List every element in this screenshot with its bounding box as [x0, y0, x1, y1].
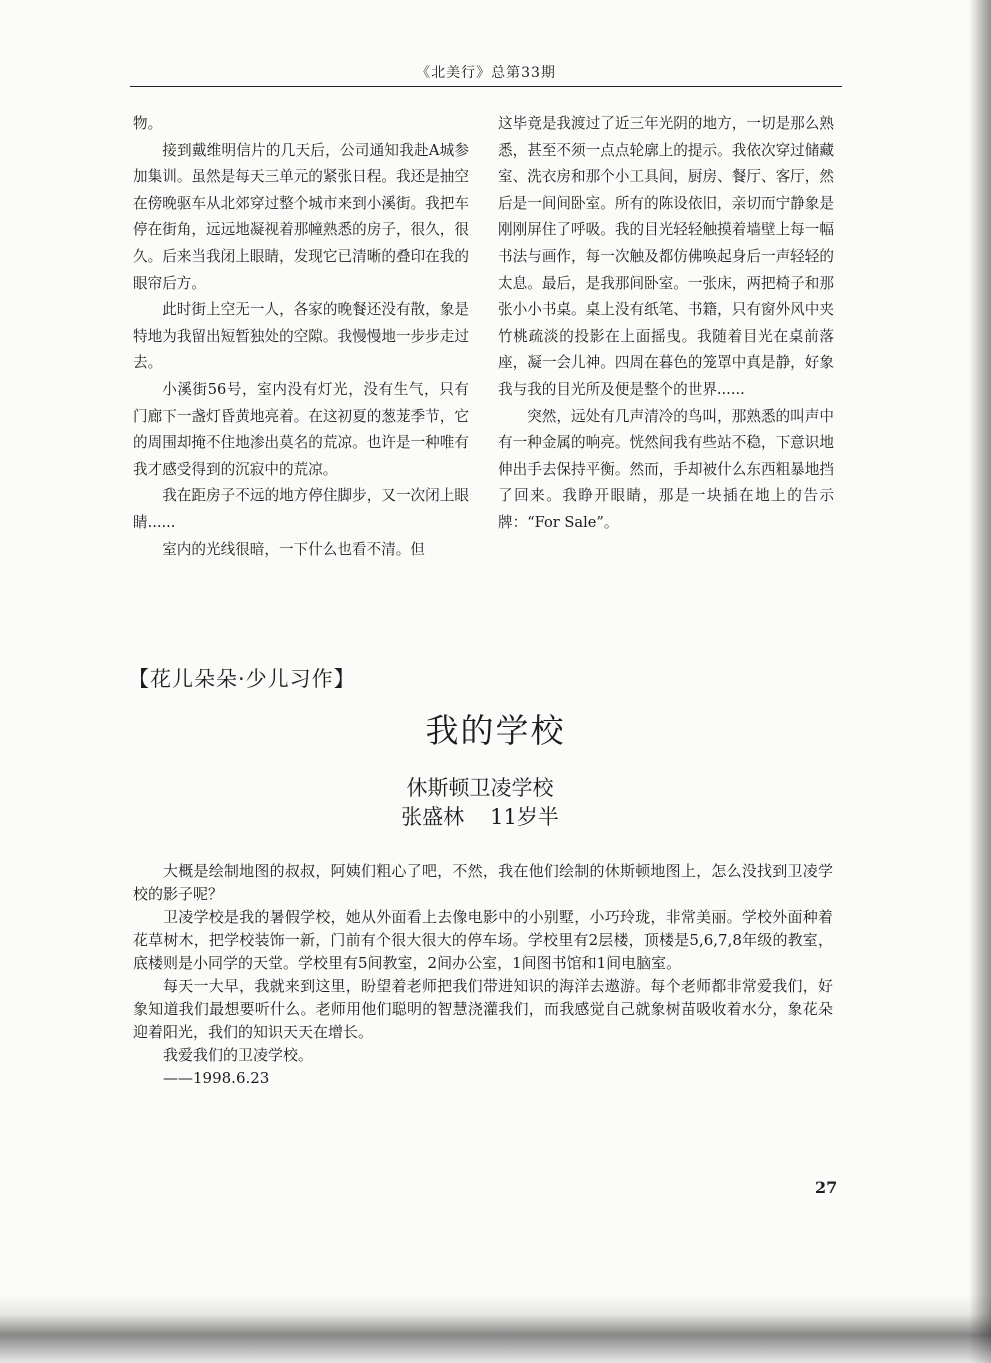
article-title: 我的学校: [425, 711, 566, 750]
scan-edge-shadow: [969, 0, 991, 1363]
school-name: 休斯顿卫凌学校: [406, 776, 554, 800]
left-column: [133, 111, 469, 563]
running-header: 《北美行》总第33期: [416, 65, 556, 81]
paragraph: 卫凌学校是我的暑假学校，她从外面看上去像电影中的小别墅，小巧玲珑，非常美丽。学校外面种着花草树木，把学校装饰一新，门前有个很大很大的停车场。学校里有2层楼，顶楼是5,6,7,8年级的教室，底楼则是小同学的天堂。学校里有5间教室，2间办公室，1间图书馆和1间电脑室。: [133, 908, 833, 972]
author-age: 11岁半: [490, 805, 559, 829]
paragraph: 物。: [133, 115, 163, 132]
paragraph: 每天一大早，我就来到这里，盼望着老师把我们带进知识的海洋去遨游。每个老师都非常爱我们，好象知道我们最想要听什么。老师用他们聪明的智慧浇灌我们，而我感觉自己就象树苗吸收着水分，象花朵迎着阳光，我们的知识天天在增长。: [133, 977, 833, 1041]
essay-body: [133, 860, 833, 1090]
paragraph: 小溪街56号，室内没有灯光，没有生气，只有门廊下一盏灯昏黄地亮着。在这初夏的葱茏季节，它的周围却掩不住地渗出莫名的荒凉。也许是一种唯有我才感受得到的沉寂中的荒凉。: [133, 380, 469, 478]
page-number: 27: [815, 1178, 838, 1197]
right-column: [498, 111, 834, 537]
scan-bottom-edge: [0, 1293, 991, 1363]
section-label: 【花儿朵朵·少儿习作】: [128, 667, 356, 691]
header-divider: [130, 86, 842, 87]
paragraph: 我在距房子不远的地方停住脚步，又一次闭上眼睛......: [133, 487, 469, 531]
paragraph: 此时街上空无一人，各家的晚餐还没有散，象是特地为我留出短暂独处的空隙。我慢慢地一步步走过去。: [133, 301, 469, 372]
author-name: 张盛林: [401, 805, 465, 829]
paragraph: 这毕竟是我渡过了近三年光阴的地方，一切是那么熟悉，甚至不须一点点轮廓上的提示。我依次穿过储藏室、洗衣房和那个小工具间，厨房、餐厅、客厅，然后是一间间卧室。所有的陈设依旧，亲切而宁静象是刚刚屏住了呼吸。我的目光轻轻触摸着墙壁上每一幅书法与画作，每一次触及都仿佛唤起身后一声轻轻的太息。最后，是我那间卧室。一张床，两把椅子和那张小小书桌。桌上没有纸笔、书籍，只有窗外风中夹竹桃疏淡的投影在上面摇曳。我随着目光在桌前落座，凝一会儿神。四周在暮色的笼罩中真是静，好象我与我的目光所及便是整个的世界......: [498, 115, 834, 398]
paragraph: 接到戴维明信片的几天后，公司通知我赴A城参加集训。虽然是每天三单元的紧张日程。我还是抽空在傍晚驱车从北郊穿过整个城市来到小溪街。我把车停在街角，远远地凝视着那幢熟悉的房子，很久，很久。后来当我闭上眼睛，发现它已清晰的叠印在我的眼帘后方。: [133, 141, 469, 292]
author-line: [0, 801, 960, 831]
paragraph: 我爱我们的卫凌学校。: [163, 1046, 314, 1064]
paragraph: 突然，远处有几声清冷的鸟叫，那熟悉的叫声中有一种金属的响亮。恍然间我有些站不稳，下意识地伸出手去保持平衡。然而，手却被什么东西粗暴地挡了回来。我睁开眼睛，那是一块插在地上的告示牌：“For Sale”。: [498, 407, 834, 531]
paragraph: 室内的光线很暗，一下什么也看不清。但: [162, 540, 425, 558]
paragraph: 大概是绘制地图的叔叔，阿姨们粗心了吧，不然，我在他们绘制的休斯顿地图上，怎么没找到卫凌学校的影子呢？: [133, 862, 833, 903]
essay-date: ——1998.6.23: [163, 1069, 270, 1087]
